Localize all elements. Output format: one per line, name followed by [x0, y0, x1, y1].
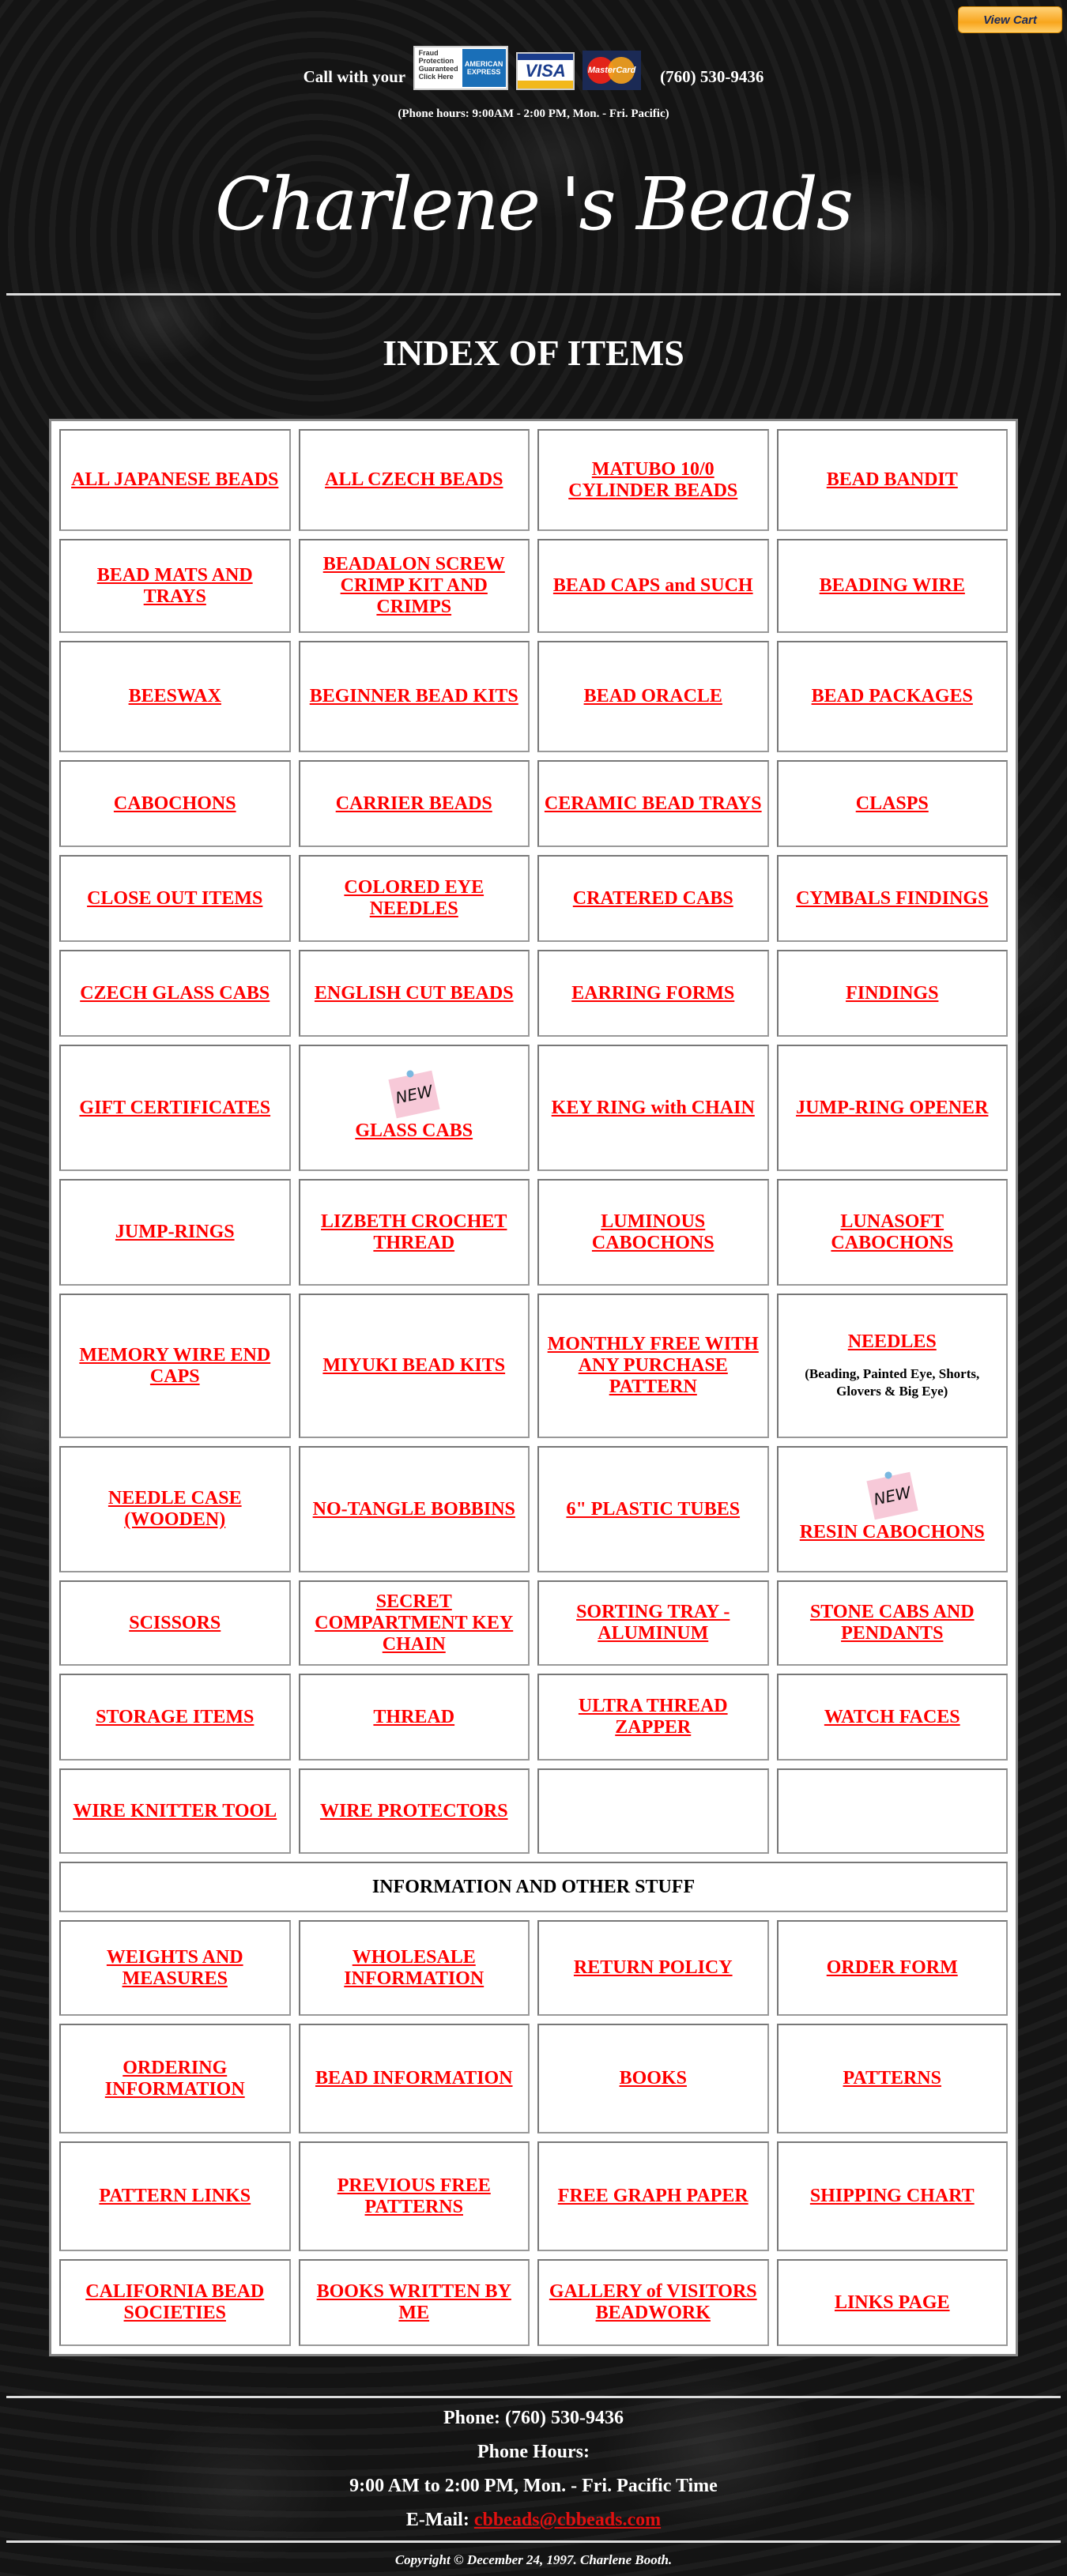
item-link[interactable]: ENGLISH CUT BEADS — [314, 982, 514, 1004]
table-cell — [777, 429, 1009, 531]
item-link[interactable]: GALLERY of VISITORS BEADWORK — [549, 2281, 757, 2323]
item-link[interactable]: BEADING WIRE — [819, 575, 965, 596]
table-cell — [59, 2259, 291, 2346]
table-cell — [59, 429, 291, 531]
table-cell — [537, 1446, 769, 1572]
table-cell — [299, 1446, 530, 1572]
item-link[interactable]: MEMORY WIRE END CAPS — [79, 1344, 271, 1387]
table-cell — [537, 1674, 769, 1761]
table-cell — [537, 760, 769, 847]
divider — [6, 2396, 1061, 2398]
item-link[interactable]: EARRING FORMS — [571, 982, 735, 1004]
item-link[interactable]: LIZBETH CROCHET THREAD — [321, 1211, 507, 1253]
page-title: INDEX OF ITEMS — [383, 333, 684, 373]
table-cell — [777, 2024, 1009, 2133]
item-link[interactable]: PATTERNS — [843, 2068, 941, 2088]
item-link[interactable]: WIRE KNITTER TOOL — [73, 1800, 277, 1821]
table-row — [59, 2141, 1008, 2251]
table-cell — [59, 1179, 291, 1286]
divider — [6, 2540, 1061, 2543]
item-link[interactable]: BEAD MATS AND TRAYS — [96, 564, 253, 607]
item-link[interactable]: WHOLESALE INFORMATION — [344, 1946, 484, 1989]
view-cart-button[interactable]: View Cart — [958, 6, 1062, 33]
call-prefix: Call with your — [303, 67, 406, 86]
amex-text: AMERICAN EXPRESS — [462, 49, 506, 87]
table-cell — [59, 539, 291, 633]
table-cell — [777, 1580, 1009, 1666]
item-link[interactable]: ALL JAPANESE BEADS — [71, 469, 279, 490]
item-link[interactable]: 6" PLASTIC TUBES — [566, 1498, 741, 1520]
table-row — [59, 539, 1008, 633]
new-badge-icon: NEW — [388, 1070, 439, 1118]
email-label: E-Mail: — [405, 2510, 469, 2530]
item-link[interactable]: CARRIER BEADS — [335, 793, 492, 814]
item-link[interactable]: MIYUKI BEAD KITS — [322, 1355, 506, 1376]
visa-text: VISA — [525, 61, 566, 81]
item-link[interactable]: CYMBALS FINDINGS — [796, 887, 989, 909]
table-cell — [59, 1045, 291, 1171]
table-cell — [299, 2024, 530, 2133]
table-cell — [299, 429, 530, 531]
table-cell — [59, 1920, 291, 2016]
table-cell — [537, 2259, 769, 2346]
new-badge-icon: NEW — [866, 1471, 918, 1520]
table-cell — [777, 1179, 1009, 1286]
item-link[interactable]: CLASPS — [855, 793, 929, 814]
needles-note: (Beading, Painted Eye, Shorts, Glovers & Big Eye) — [805, 1366, 980, 1399]
table-row — [59, 1920, 1008, 2016]
table-row — [59, 950, 1008, 1037]
item-link[interactable]: ORDERING INFORMATION — [104, 2057, 245, 2100]
table-cell — [537, 2024, 769, 2133]
table-cell — [299, 760, 530, 847]
table-cell — [777, 2259, 1009, 2346]
table-cell — [59, 1674, 291, 1761]
table-cell — [777, 1045, 1009, 1171]
table-cell — [537, 1768, 769, 1854]
table-cell — [299, 1580, 530, 1666]
table-cell — [299, 1179, 530, 1286]
item-link[interactable]: ORDER FORM — [826, 1957, 958, 1978]
item-link[interactable]: BEAD BANDIT — [826, 469, 958, 490]
footer-phone: Phone: (760) 530-9436 — [443, 2408, 624, 2428]
item-link[interactable]: SECRET COMPARTMENT KEY CHAIN — [315, 1591, 514, 1655]
item-link[interactable]: ULTRA THREAD ZAPPER — [578, 1696, 728, 1738]
item-link[interactable]: KEY RING with CHAIN — [551, 1097, 755, 1118]
call-line — [0, 46, 1067, 90]
item-link[interactable]: BOOKS — [619, 2068, 687, 2088]
item-link[interactable]: RESIN CABOCHONS — [799, 1521, 985, 1542]
table-cell — [299, 855, 530, 942]
item-link[interactable]: BEGINNER BEAD KITS — [309, 686, 518, 706]
table-cell — [537, 1045, 769, 1171]
item-link[interactable]: NEEDLE CASE (WOODEN) — [107, 1488, 242, 1530]
info-heading: INFORMATION AND OTHER STUFF — [59, 1862, 1008, 1912]
item-link[interactable]: SHIPPING CHART — [809, 2186, 975, 2206]
item-link[interactable]: WIRE PROTECTORS — [319, 1800, 508, 1821]
table-cell — [59, 2024, 291, 2133]
item-link[interactable]: CZECH GLASS CABS — [80, 982, 270, 1004]
table-cell — [777, 641, 1009, 752]
table-row — [59, 1045, 1008, 1171]
table-row — [59, 429, 1008, 531]
table-row — [59, 641, 1008, 752]
table-row — [59, 2024, 1008, 2133]
table-row — [59, 1768, 1008, 1854]
item-link[interactable]: PATTERN LINKS — [99, 2186, 251, 2206]
item-link[interactable]: MONTHLY FREE WITH ANY PURCHASE PATTERN — [547, 1334, 759, 1397]
table-cell — [59, 855, 291, 942]
mastercard-logo — [583, 51, 641, 90]
table-cell — [537, 2141, 769, 2251]
table-cell — [59, 1294, 291, 1438]
table-cell — [299, 1045, 530, 1171]
item-link[interactable]: MATUBO 10/0 CYLINDER BEADS — [568, 458, 738, 501]
item-link[interactable]: JUMP-RINGS — [115, 1222, 235, 1242]
item-link[interactable]: STORAGE ITEMS — [96, 1706, 254, 1727]
item-link[interactable]: LUNASOFT CABOCHONS — [831, 1211, 954, 1253]
item-link[interactable]: SORTING TRAY - ALUMINUM — [576, 1602, 730, 1644]
table-cell — [777, 2141, 1009, 2251]
table-row — [59, 855, 1008, 942]
item-link[interactable]: BEAD CAPS and SUCH — [552, 575, 753, 596]
table-cell — [777, 539, 1009, 633]
table-cell — [59, 1768, 291, 1854]
item-link[interactable]: LUMINOUS CABOCHONS — [591, 1211, 714, 1253]
item-link[interactable]: CLOSE OUT ITEMS — [87, 887, 263, 909]
mastercard-text: MasterCard — [587, 66, 636, 75]
item-link[interactable]: CALIFORNIA BEAD SOCIETIES — [85, 2281, 265, 2323]
table-cell — [59, 2141, 291, 2251]
divider — [6, 293, 1061, 296]
item-link[interactable]: BEADALON SCREW CRIMP KIT AND CRIMPS — [322, 554, 505, 617]
amex-fraud-text: Fraud Protection Guaranteed Click Here — [418, 49, 458, 81]
item-link[interactable]: THREAD — [373, 1706, 455, 1727]
item-link[interactable]: PREVIOUS FREE PATTERNS — [337, 2175, 491, 2217]
table-row — [59, 2259, 1008, 2346]
item-link[interactable]: SCISSORS — [129, 1612, 221, 1633]
table-cell — [777, 1920, 1009, 2016]
item-link[interactable]: BEESWAX — [128, 686, 221, 706]
table-cell — [537, 1920, 769, 2016]
table-cell — [537, 641, 769, 752]
header-phone: (760) 530-9436 — [660, 67, 764, 86]
table-row — [59, 1179, 1008, 1286]
footer-hours-label: Phone Hours: — [477, 2442, 590, 2462]
table-cell — [537, 539, 769, 633]
item-link[interactable]: ALL CZECH BEADS — [325, 469, 503, 490]
table-cell — [537, 429, 769, 531]
table-cell — [299, 2141, 530, 2251]
table-cell — [299, 1674, 530, 1761]
footer-email — [0, 2510, 1067, 2531]
site-logo: Charlene 's Beads — [214, 162, 853, 247]
table-row — [59, 1862, 1008, 1912]
table-cell — [59, 1446, 291, 1572]
table-cell — [777, 1768, 1009, 1854]
copyright: Copyright © December 24, 1997. Charlene Booth. — [394, 2552, 673, 2567]
visa-card-logo — [516, 52, 575, 90]
item-link[interactable]: GLASS CABS — [355, 1120, 473, 1141]
amex-card-logo[interactable] — [413, 46, 508, 90]
table-cell — [777, 1446, 1009, 1572]
table-cell — [299, 1920, 530, 2016]
table-cell — [777, 950, 1009, 1037]
table-cell — [59, 760, 291, 847]
item-link[interactable]: NO-TANGLE BOBBINS — [312, 1498, 515, 1520]
table-cell — [59, 950, 291, 1037]
email-link[interactable]: cbbeads@cbbeads.com — [473, 2510, 662, 2530]
table-cell — [59, 1580, 291, 1666]
item-link[interactable]: BEAD PACKAGES — [811, 686, 973, 706]
table-row — [59, 1294, 1008, 1438]
table-cell — [777, 1674, 1009, 1761]
table-row — [59, 1446, 1008, 1572]
table-cell — [777, 855, 1009, 942]
table-cell — [537, 855, 769, 942]
phone-hours: (Phone hours: 9:00AM - 2:00 PM, Mon. - Fri. Pacific) — [398, 107, 669, 120]
table-cell — [299, 950, 530, 1037]
item-link[interactable]: CERAMIC BEAD TRAYS — [544, 793, 762, 814]
item-link[interactable]: CABOCHONS — [113, 793, 236, 814]
table-row — [59, 1674, 1008, 1761]
item-link[interactable]: WEIGHTS AND MEASURES — [106, 1946, 243, 1989]
items-index-table — [49, 419, 1018, 2356]
item-link[interactable]: JUMP-RING OPENER — [796, 1097, 989, 1118]
table-cell — [777, 760, 1009, 847]
table-cell — [299, 1294, 530, 1438]
item-link[interactable]: WATCH FACES — [824, 1706, 960, 1727]
table-row — [59, 1580, 1008, 1666]
table-cell — [537, 1580, 769, 1666]
table-cell — [537, 1294, 769, 1438]
table-cell — [59, 641, 291, 752]
item-link[interactable]: CRATERED CABS — [572, 887, 733, 909]
item-link[interactable]: RETURN POLICY — [573, 1957, 733, 1978]
item-link[interactable]: STONE CABS AND PENDANTS — [809, 1602, 975, 1644]
footer-hours: 9:00 AM to 2:00 PM, Mon. - Fri. Pacific Time — [349, 2476, 718, 2496]
table-cell — [299, 1768, 530, 1854]
table-cell — [537, 1179, 769, 1286]
table-row — [59, 760, 1008, 847]
table-cell — [537, 950, 769, 1037]
item-link[interactable]: LINKS PAGE — [834, 2292, 950, 2313]
item-link[interactable]: BEAD INFORMATION — [315, 2068, 513, 2088]
item-link[interactable]: FINDINGS — [846, 982, 939, 1004]
item-link[interactable]: NEEDLES — [847, 1331, 937, 1352]
item-link[interactable]: BOOKS WRITTEN BY ME — [316, 2281, 511, 2323]
item-link[interactable]: FREE GRAPH PAPER — [557, 2186, 748, 2206]
item-link[interactable]: COLORED EYE NEEDLES — [344, 877, 484, 919]
item-link[interactable]: GIFT CERTIFICATES — [79, 1097, 271, 1118]
table-cell — [777, 1294, 1009, 1438]
table-cell — [299, 2259, 530, 2346]
table-cell — [299, 641, 530, 752]
table-cell — [299, 539, 530, 633]
item-link[interactable]: BEAD ORACLE — [583, 686, 722, 706]
